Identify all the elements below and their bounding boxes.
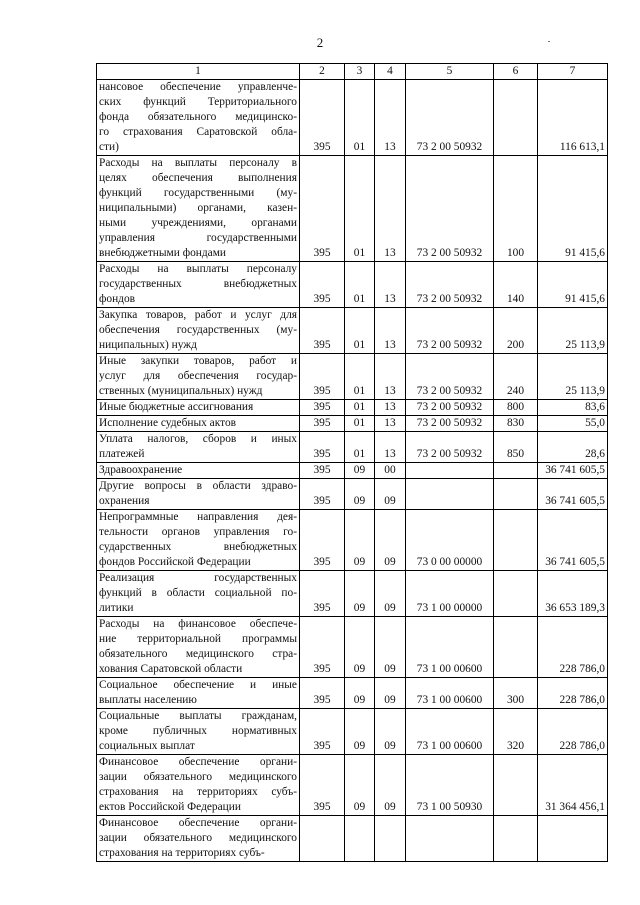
budget-table — [96, 63, 608, 862]
admin-code-cell: 395 — [300, 400, 345, 416]
item-name-cell — [97, 709, 300, 755]
expense-type-cell: 140 — [494, 262, 538, 308]
amount-cell: 28,6 — [538, 432, 608, 463]
item-name-line: го страхования Саратовской обла- — [99, 126, 297, 138]
section-cell: 09 — [345, 755, 375, 816]
target-article-cell: 73 2 00 50932 — [406, 354, 494, 400]
item-name-cell — [97, 510, 300, 571]
amount-cell: 36 741 605,5 — [538, 510, 608, 571]
expense-type-cell — [494, 617, 538, 678]
item-name-line: охранения — [99, 495, 150, 507]
item-name-line: обязательного медицинского стра- — [99, 648, 297, 660]
subsection-cell: 09 — [375, 510, 406, 571]
amount-cell: 91 415,6 — [538, 262, 608, 308]
admin-code-cell: 395 — [300, 308, 345, 354]
item-name-cell — [97, 308, 300, 354]
item-name-line: ными учреждениями, органами — [99, 217, 297, 229]
table-row — [97, 416, 608, 432]
target-article-cell: 73 2 00 50932 — [406, 400, 494, 416]
item-name-line: Финансовое обеспечение органи- — [99, 756, 297, 768]
expense-type-cell — [494, 463, 538, 479]
item-name-cell — [97, 80, 300, 156]
item-name-cell — [97, 262, 300, 308]
item-name-line: внебюджетными фондами — [99, 247, 227, 259]
admin-code-cell: 395 — [300, 755, 345, 816]
item-name-line: Исполнение судебных актов — [99, 417, 237, 429]
item-name-line: страхования на территориях субъ- — [99, 847, 265, 859]
item-name-cell — [97, 678, 300, 709]
table-row — [97, 755, 608, 816]
item-name-line: выплаты населению — [99, 694, 197, 706]
subsection-cell: 09 — [375, 709, 406, 755]
item-name-cell — [97, 400, 300, 416]
target-article-cell: 73 0 00 00000 — [406, 510, 494, 571]
item-name-line: Реализация государственных — [99, 572, 297, 584]
target-article-cell: 73 1 00 00600 — [406, 709, 494, 755]
subsection-cell: 09 — [375, 617, 406, 678]
subsection-cell: 13 — [375, 416, 406, 432]
target-article-cell: 73 2 00 50932 — [406, 156, 494, 262]
amount-cell: 36 741 605,5 — [538, 479, 608, 510]
item-name-line: Расходы на финансовое обеспече- — [99, 618, 297, 630]
item-name-line: литики — [99, 602, 134, 614]
item-name-line: целях обеспечения выполнения — [99, 172, 297, 184]
section-cell — [345, 816, 375, 862]
expense-type-cell: 800 — [494, 400, 538, 416]
header-cell: 2 — [300, 64, 345, 80]
amount-cell: 228 786,0 — [538, 709, 608, 755]
expense-type-cell: 320 — [494, 709, 538, 755]
target-article-cell: 73 1 00 00600 — [406, 617, 494, 678]
amount-cell: 25 113,9 — [538, 308, 608, 354]
admin-code-cell: 395 — [300, 156, 345, 262]
item-name-line: Социальные выплаты гражданам, — [99, 710, 297, 722]
section-cell: 01 — [345, 416, 375, 432]
item-name-cell — [97, 416, 300, 432]
target-article-cell: 73 1 00 00000 — [406, 571, 494, 617]
admin-code-cell: 395 — [300, 463, 345, 479]
expense-type-cell: 200 — [494, 308, 538, 354]
item-name-cell — [97, 432, 300, 463]
target-article-cell: 73 2 00 50932 — [406, 432, 494, 463]
item-name-line: фонда обязательного медицинско- — [99, 111, 297, 123]
amount-cell — [538, 816, 608, 862]
subsection-cell: 13 — [375, 354, 406, 400]
item-name-line: зации обязательного медицинского — [99, 771, 297, 783]
item-name-line: ниципальными) органами, казен- — [99, 202, 297, 214]
target-article-cell: 73 2 00 50932 — [406, 80, 494, 156]
expense-type-cell: 100 — [494, 156, 538, 262]
item-name-line: Социальное обеспечение и иные — [99, 679, 297, 691]
target-article-cell — [406, 479, 494, 510]
item-name-line: социальных выплат — [99, 740, 195, 752]
item-name-line: платежей — [99, 448, 145, 460]
subsection-cell: 13 — [375, 156, 406, 262]
amount-cell: 36 653 189,3 — [538, 571, 608, 617]
table-row — [97, 678, 608, 709]
table-row — [97, 617, 608, 678]
item-name-line: ектов Российской Федерации — [99, 801, 241, 813]
admin-code-cell: 395 — [300, 80, 345, 156]
subsection-cell: 13 — [375, 262, 406, 308]
amount-cell: 116 613,1 — [538, 80, 608, 156]
expense-type-cell — [494, 571, 538, 617]
header-cell: 7 — [538, 64, 608, 80]
table-row — [97, 510, 608, 571]
amount-cell: 25 113,9 — [538, 354, 608, 400]
section-cell: 09 — [345, 709, 375, 755]
section-cell: 01 — [345, 432, 375, 463]
header-cell: 3 — [345, 64, 375, 80]
admin-code-cell: 395 — [300, 432, 345, 463]
table-row — [97, 354, 608, 400]
admin-code-cell: 395 — [300, 262, 345, 308]
item-name-line: кроме публичных нормативных — [99, 725, 297, 737]
item-name-line: ние территориальной программы — [99, 633, 297, 645]
table-row — [97, 709, 608, 755]
section-cell: 09 — [345, 678, 375, 709]
expense-type-cell — [494, 510, 538, 571]
item-name-cell — [97, 571, 300, 617]
target-article-cell — [406, 816, 494, 862]
section-cell: 09 — [345, 571, 375, 617]
subsection-cell: 13 — [375, 308, 406, 354]
section-cell: 01 — [345, 354, 375, 400]
item-name-cell — [97, 479, 300, 510]
admin-code-cell: 395 — [300, 571, 345, 617]
item-name-line: Иные бюджетные ассигнования — [99, 401, 254, 413]
target-article-cell: 73 1 00 00600 — [406, 678, 494, 709]
table-row — [97, 308, 608, 354]
item-name-line: страхования на территориях субъ- — [99, 786, 297, 798]
item-name-line: функций государственными (му- — [99, 187, 297, 199]
admin-code-cell: 395 — [300, 617, 345, 678]
item-name-line: управления государственными — [99, 232, 297, 244]
table-row — [97, 400, 608, 416]
target-article-cell — [406, 463, 494, 479]
item-name-line: Здравоохранение — [99, 464, 183, 476]
table-row — [97, 816, 608, 862]
item-name-line: услуг для обеспечения государ- — [99, 370, 297, 382]
item-name-line: Расходы на выплаты персоналу в — [99, 157, 297, 169]
table-row — [97, 156, 608, 262]
page-number: 2 — [316, 35, 324, 50]
subsection-cell: 13 — [375, 80, 406, 156]
item-name-line: Другие вопросы в области здраво- — [99, 480, 297, 492]
expense-type-cell: 240 — [494, 354, 538, 400]
section-cell: 01 — [345, 400, 375, 416]
header-cell: 1 — [97, 64, 300, 80]
amount-cell: 83,6 — [538, 400, 608, 416]
item-name-line: сти) — [99, 141, 119, 153]
section-cell: 09 — [345, 463, 375, 479]
subsection-cell: 09 — [375, 755, 406, 816]
section-cell: 09 — [345, 510, 375, 571]
subsection-cell: 13 — [375, 432, 406, 463]
scan-speck — [548, 41, 550, 42]
item-name-line: Закупка товаров, работ и услуг для — [99, 309, 297, 321]
expense-type-cell — [494, 816, 538, 862]
target-article-cell: 73 1 00 50930 — [406, 755, 494, 816]
item-name-line: Финансовое обеспечение органи- — [99, 817, 297, 829]
subsection-cell: 09 — [375, 479, 406, 510]
amount-cell: 36 741 605,5 — [538, 463, 608, 479]
item-name-cell — [97, 354, 300, 400]
item-name-line: обеспечения государственных (му- — [99, 324, 297, 336]
item-name-line: сударственных внебюджетных — [99, 541, 297, 553]
expense-type-cell: 850 — [494, 432, 538, 463]
admin-code-cell: 395 — [300, 709, 345, 755]
section-cell: 01 — [345, 80, 375, 156]
admin-code-cell: 395 — [300, 479, 345, 510]
item-name-cell — [97, 816, 300, 862]
table-row — [97, 432, 608, 463]
item-name-line: нансовое обеспечение управленче- — [99, 81, 297, 93]
expense-type-cell — [494, 755, 538, 816]
amount-cell: 55,0 — [538, 416, 608, 432]
item-name-line: зации обязательного медицинского — [99, 832, 297, 844]
table-header-row — [97, 64, 608, 80]
admin-code-cell: 395 — [300, 510, 345, 571]
item-name-line: государственных внебюджетных — [99, 278, 297, 290]
target-article-cell: 73 2 00 50932 — [406, 262, 494, 308]
item-name-line: Расходы на выплаты персоналу — [99, 263, 297, 275]
header-cell: 4 — [375, 64, 406, 80]
item-name-line: Иные закупки товаров, работ и — [99, 355, 297, 367]
section-cell: 01 — [345, 308, 375, 354]
subsection-cell: 09 — [375, 678, 406, 709]
item-name-line: ниципальных) нужд — [99, 339, 197, 351]
item-name-line: фондов — [99, 293, 136, 305]
item-name-line: тельности органов управления го- — [99, 526, 297, 538]
item-name-cell — [97, 156, 300, 262]
item-name-line: фондов Российской Федерации — [99, 556, 251, 568]
section-cell: 09 — [345, 479, 375, 510]
item-name-cell — [97, 463, 300, 479]
section-cell: 01 — [345, 262, 375, 308]
item-name-line: функций в области социальной по- — [99, 587, 297, 599]
expense-type-cell — [494, 479, 538, 510]
item-name-line: ских функций Территориального — [99, 96, 297, 108]
expense-type-cell — [494, 80, 538, 156]
table-row — [97, 80, 608, 156]
amount-cell: 91 415,6 — [538, 156, 608, 262]
amount-cell: 228 786,0 — [538, 617, 608, 678]
subsection-cell: 13 — [375, 400, 406, 416]
admin-code-cell: 395 — [300, 678, 345, 709]
target-article-cell: 73 2 00 50932 — [406, 308, 494, 354]
expense-type-cell: 300 — [494, 678, 538, 709]
header-cell: 5 — [406, 64, 494, 80]
item-name-cell — [97, 617, 300, 678]
table-row — [97, 262, 608, 308]
subsection-cell: 00 — [375, 463, 406, 479]
admin-code-cell — [300, 816, 345, 862]
item-name-line: хования Саратовской области — [99, 663, 243, 675]
admin-code-cell: 395 — [300, 416, 345, 432]
section-cell: 09 — [345, 617, 375, 678]
amount-cell: 31 364 456,1 — [538, 755, 608, 816]
item-name-line: ственных (муниципальных) нужд — [99, 385, 263, 397]
item-name-cell — [97, 755, 300, 816]
item-name-line: Уплата налогов, сборов и иных — [99, 433, 297, 445]
subsection-cell: 09 — [375, 571, 406, 617]
header-cell: 6 — [494, 64, 538, 80]
item-name-line: Непрограммные направления дея- — [99, 511, 297, 523]
table-row — [97, 571, 608, 617]
amount-cell: 228 786,0 — [538, 678, 608, 709]
expense-type-cell: 830 — [494, 416, 538, 432]
table-row — [97, 479, 608, 510]
subsection-cell — [375, 816, 406, 862]
admin-code-cell: 395 — [300, 354, 345, 400]
section-cell: 01 — [345, 156, 375, 262]
table-row — [97, 463, 608, 479]
target-article-cell: 73 2 00 50932 — [406, 416, 494, 432]
